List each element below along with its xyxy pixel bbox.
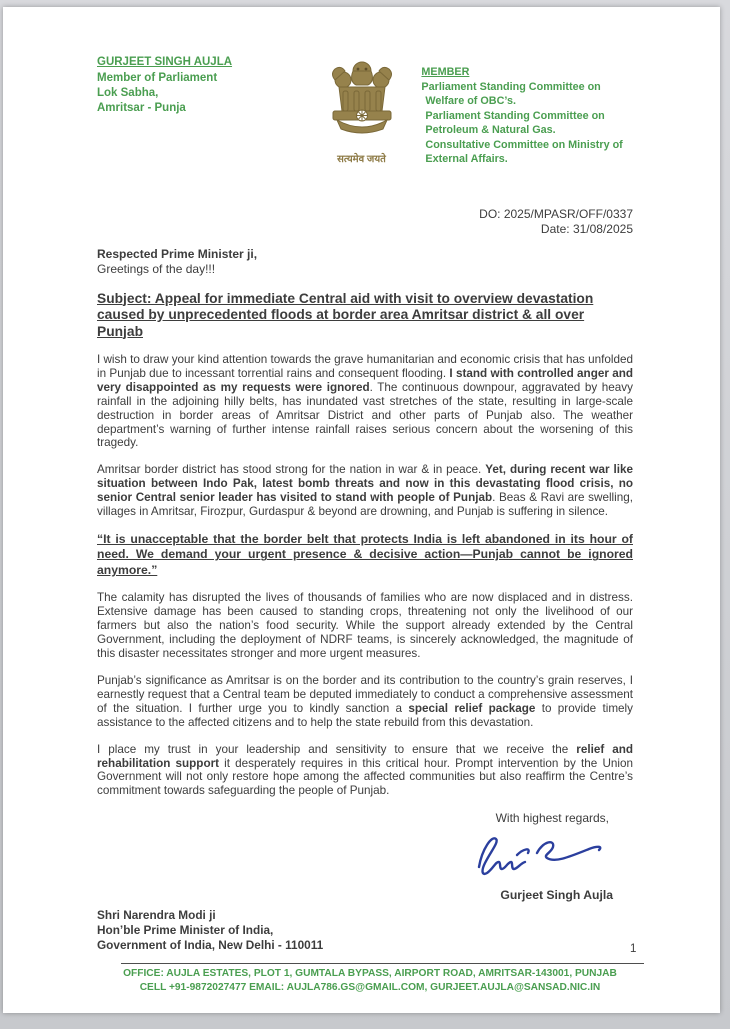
closing-regards: With highest regards, bbox=[495, 811, 609, 826]
mp-name: GURJEET SINGH AUJLA bbox=[97, 56, 233, 68]
footer-divider bbox=[121, 963, 644, 964]
committee-line: Parliament Standing Committee on bbox=[425, 109, 605, 122]
committee-line: Petroleum & Natural Gas. bbox=[425, 124, 556, 136]
addressee-name: Shri Narendra Modi ji bbox=[97, 908, 216, 923]
letter-page bbox=[3, 7, 720, 1013]
salutation bbox=[97, 247, 633, 277]
greeting-line: Greetings of the day!!! bbox=[97, 261, 216, 276]
memberships-block bbox=[421, 55, 633, 167]
subject-line: Subject: Appeal for immediate Central aid with visit to overview devastation caused by unprecedented floods at border area Amritsar district & all over Punjab bbox=[97, 290, 594, 339]
addressee-address: Government of India, New Delhi - 110011 bbox=[97, 937, 324, 952]
signature-block bbox=[97, 829, 633, 886]
office-address: OFFICE: AUJLA ESTATES, PLOT 1, GUMTALA BYPASS, AIRPORT ROAD, AMRITSAR-143001, PUNJAB bbox=[123, 967, 617, 979]
paragraph: The calamity has disrupted the lives of thousands of families who are now displaced and in distress. Extensive damage has been caused to standing crops, threatening not only the livelihood of our farmers but also the nation’s food security. While the support already extended by the Central Government, including the deployment of NDRF teams, is sincerely acknowledged, the magnitude of this disaster necessitates stronger and more urgent measures. bbox=[97, 591, 633, 661]
mp-role: Member of Parliament bbox=[97, 72, 218, 84]
paragraph: I place my trust in your leadership and sensitivity to ensure that we receive the relief and rehabilitation support it desperately requires in this critical hour. Prompt intervention by the Union Government will not only restore hope among the affected communities but also reaffirm the Centre’s commitment towards safeguarding the people of Punjab. bbox=[97, 742, 633, 798]
reference-block bbox=[97, 207, 633, 238]
mp-constituency: Amritsar - Punja bbox=[97, 102, 186, 114]
letter-date: Date: 31/08/2025 bbox=[540, 222, 633, 236]
committee-line: Parliament Standing Committee on bbox=[421, 80, 601, 93]
page-number: 1 bbox=[630, 943, 637, 955]
emblem-motto: सत्यमेव जयते bbox=[337, 154, 386, 165]
committee-line: Consultative Committee on Ministry of bbox=[425, 138, 623, 151]
mp-identity-block bbox=[97, 55, 302, 116]
paragraph: I wish to draw your kind attention towards the grave humanitarian and economic crisis that has unfolded in Punjab due to incessant torrential rains and consequent flooding. I stand with controlled anger and very disappointed as my requests were ignored. The continuous downpour, aggravated by heavy rainfall in the adjoining hilly belts, has inundated vast stretches of the state, resulting in large-scale destruction in border areas of Amritsar District and other parts of Punjab also. The weather department’s warning of further intense rainfall raises serious concern about the worsening of this tragedy. bbox=[97, 353, 633, 450]
salutation-line: Respected Prime Minister ji, bbox=[97, 246, 258, 261]
addressee-block bbox=[97, 908, 633, 952]
letterhead bbox=[97, 55, 633, 167]
member-title: MEMBER bbox=[421, 66, 470, 78]
signee-name: Gurjeet Singh Aujla bbox=[500, 888, 613, 903]
office-footer bbox=[97, 967, 643, 995]
committee-line: Welfare of OBC’s. bbox=[425, 95, 516, 107]
office-contact: CELL +91-9872027477 EMAIL: AUJLA786.GS@GMAIL.COM, GURJEET.AUJLA@SANSAD.NIC.IN bbox=[139, 981, 601, 993]
highlighted-quote: “It is unacceptable that the border belt that protects India is left abandoned in its hour of need. We demand your urgent presence & decisive action—Punjab cannot be ignored anymore.” bbox=[97, 531, 633, 577]
addressee-title: Hon’ble Prime Minister of India, bbox=[97, 923, 274, 938]
committee-line: External Affairs. bbox=[425, 153, 508, 165]
signature-icon bbox=[465, 868, 615, 885]
national-emblem-block bbox=[302, 57, 422, 165]
india-emblem-icon bbox=[319, 132, 405, 149]
paragraph: Punjab’s significance as Amritsar is on the border and its contribution to the country’s grain reserves, I earnestly request that a Central team be deputed immediately to conduct a comprehensive assessment of the situation. I further urge you to kindly sanction a special relief package to provide timely assistance to the affected citizens and to help the state rebuild from this devastation. bbox=[97, 674, 633, 729]
do-number: DO: 2025/MPASR/OFF/0337 bbox=[479, 206, 633, 221]
paragraph: Amritsar border district has stood strong for the nation in war & in peace. Yet, during recent war like situation between Indo Pak, latest bomb threats and now in this devastating flood crisis, no senior Central senior leader has visited to stand with people of Punjab. Beas & Ravi are swelling, villages in Amritsar, Firozpur, Gurdaspur & beyond are drowning, and Punjab is suffering in silence. bbox=[97, 463, 634, 519]
mp-house: Lok Sabha, bbox=[97, 87, 159, 99]
